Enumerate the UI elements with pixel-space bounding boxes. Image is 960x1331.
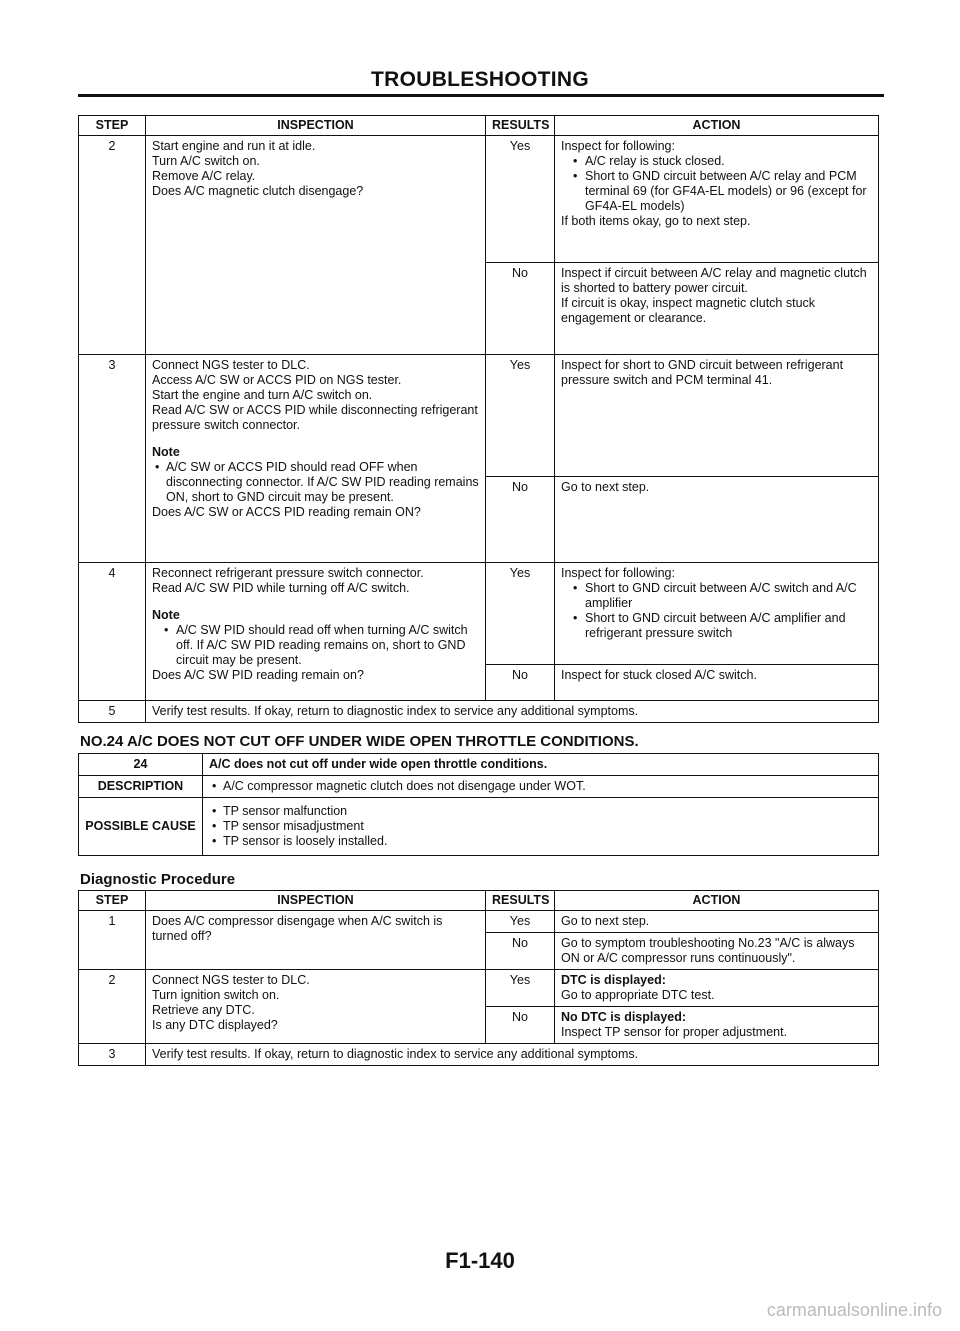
result-no: No: [486, 263, 555, 355]
header-step: STEP: [79, 116, 146, 136]
header-step: STEP: [79, 891, 146, 911]
diagnostic-table: [78, 890, 879, 1066]
step-number: 4: [79, 563, 146, 701]
header-action: ACTION: [555, 891, 879, 911]
table-row: [79, 563, 879, 665]
table-row: [79, 798, 879, 856]
inspection-line: Turn ignition switch on.: [152, 988, 280, 1002]
table-row: [79, 355, 879, 477]
step-number: 1: [79, 911, 146, 970]
header-results: RESULTS: [486, 116, 555, 136]
title-divider: [78, 94, 884, 97]
action-cell: [555, 1007, 879, 1044]
table-row: [79, 754, 879, 776]
cause-bullet: • TP sensor misadjustment: [209, 819, 872, 834]
table-row: [79, 1044, 879, 1066]
inspection-cell: Does A/C compressor disengage when A/C switch is turned off?: [146, 911, 486, 970]
action-cell: [555, 970, 879, 1007]
action-head: DTC is displayed:: [561, 973, 666, 987]
inspection-line: Is any DTC displayed?: [152, 1018, 278, 1032]
action-line: If circuit is okay, inspect magnetic clutch stuck engagement or clearance.: [561, 296, 816, 325]
action-bullet: • Short to GND circuit between A/C switch and A/C amplifier: [561, 581, 872, 611]
step-number: 3: [79, 1044, 146, 1066]
inspection-line: Access A/C SW or ACCS PID on NGS tester.: [152, 373, 402, 387]
inspection-line: Reconnect refrigerant pressure switch connector.: [152, 566, 424, 580]
section-title: NO.24 A/C DOES NOT CUT OFF UNDER WIDE OPEN THROTTLE CONDITIONS.: [80, 733, 639, 750]
watermark: carmanualsonline.info: [766, 1300, 942, 1320]
result-yes: Yes: [486, 136, 555, 263]
cause-bullet: • TP sensor malfunction: [209, 804, 872, 819]
header-action: ACTION: [555, 116, 879, 136]
action-cell: Go to next step.: [555, 477, 879, 563]
inspection-line: Does A/C magnetic clutch disengage?: [152, 184, 364, 198]
result-no: No: [486, 1007, 555, 1044]
action-cell: [555, 563, 879, 665]
action-bullet: • A/C relay is stuck closed.: [561, 154, 872, 169]
note-label: Note: [152, 445, 180, 459]
inspection-line: Turn A/C switch on.: [152, 154, 260, 168]
inspection-line: Start engine and run it at idle.: [152, 139, 316, 153]
header-results: RESULTS: [486, 891, 555, 911]
verify-cell: Verify test results. If okay, return to diagnostic index to service any additional symptoms.: [146, 701, 879, 723]
table-row: [79, 136, 879, 263]
inspection-line: Remove A/C relay.: [152, 169, 256, 183]
inspection-question: Does A/C SW or ACCS PID reading remain ON?: [152, 505, 421, 519]
action-line: Inspect if circuit between A/C relay and magnetic clutch is shorted to battery power circuit.: [561, 266, 867, 295]
symptom-heading: A/C does not cut off under wide open throttle conditions.: [203, 754, 879, 776]
description-label: DESCRIPTION: [79, 776, 203, 798]
cause-cell: [203, 798, 879, 856]
action-head: No DTC is displayed:: [561, 1010, 687, 1024]
troubleshooting-table: [78, 115, 879, 723]
header-inspection: INSPECTION: [146, 891, 486, 911]
table-row: [79, 701, 879, 723]
inspection-cell: [146, 970, 486, 1044]
table-header-row: [79, 891, 879, 911]
cause-label: POSSIBLE CAUSE: [79, 798, 203, 856]
description-bullet: • A/C compressor magnetic clutch does not disengage under WOT.: [209, 779, 872, 794]
action-line: Inspect TP sensor for proper adjustment.: [561, 1025, 788, 1039]
inspection-line: Read A/C SW or ACCS PID while disconnecting refrigerant pressure switch connector.: [152, 403, 478, 432]
action-outro: If both items okay, go to next step.: [561, 214, 751, 228]
step-number: 2: [79, 136, 146, 355]
table-row: [79, 911, 879, 933]
action-intro: Inspect for following:: [561, 139, 675, 153]
step-number: 5: [79, 701, 146, 723]
action-cell: [555, 263, 879, 355]
step-number: 2: [79, 970, 146, 1044]
result-yes: Yes: [486, 563, 555, 665]
action-cell: [555, 136, 879, 263]
inspection-cell: [146, 136, 486, 355]
inspection-line: Connect NGS tester to DLC.: [152, 973, 310, 987]
action-cell: Inspect for stuck closed A/C switch.: [555, 665, 879, 701]
page-number: F1-140: [445, 1248, 515, 1273]
result-no: No: [486, 477, 555, 563]
cause-bullet: • TP sensor is loosely installed.: [209, 834, 872, 849]
result-yes: Yes: [486, 911, 555, 933]
action-bullet: • Short to GND circuit between A/C relay and PCM terminal 69 (for GF4A-EL models) or 96 (except for GF4A-EL models): [561, 169, 872, 214]
inspection-line: Read A/C SW PID while turning off A/C switch.: [152, 581, 410, 595]
table-row: [79, 970, 879, 1007]
note-label: Note: [152, 608, 180, 622]
result-no: No: [486, 665, 555, 701]
diagnostic-procedure-title: Diagnostic Procedure: [80, 871, 236, 888]
page-title: TROUBLESHOOTING: [371, 68, 589, 91]
symptom-number: 24: [79, 754, 203, 776]
header-inspection: INSPECTION: [146, 116, 486, 136]
verify-cell: Verify test results. If okay, return to diagnostic index to service any additional symptoms.: [146, 1044, 879, 1066]
description-cell: [203, 776, 879, 798]
action-line: Go to appropriate DTC test.: [561, 988, 715, 1002]
table-row: [79, 776, 879, 798]
symptom-table: [78, 753, 879, 856]
step-number: 3: [79, 355, 146, 563]
inspection-line: Connect NGS tester to DLC.: [152, 358, 310, 372]
table-header-row: [79, 116, 879, 136]
action-intro: Inspect for following:: [561, 566, 675, 580]
action-cell: Inspect for short to GND circuit between refrigerant pressure switch and PCM terminal 41.: [555, 355, 879, 477]
inspection-line: Start the engine and turn A/C switch on.: [152, 388, 373, 402]
inspection-line: Retrieve any DTC.: [152, 1003, 255, 1017]
action-cell: Go to symptom troubleshooting No.23 "A/C is always ON or A/C compressor runs continuously".: [555, 933, 879, 970]
note-bullet: • A/C SW PID should read off when turning A/C switch off. If A/C SW PID reading remains on, short to GND circuit may be present.: [152, 623, 479, 668]
inspection-question: Does A/C SW PID reading remain on?: [152, 668, 364, 682]
result-no: No: [486, 933, 555, 970]
inspection-cell: [146, 355, 486, 563]
action-cell: Go to next step.: [555, 911, 879, 933]
result-yes: Yes: [486, 970, 555, 1007]
result-yes: Yes: [486, 355, 555, 477]
note-bullet: • A/C SW or ACCS PID should read OFF when disconnecting connector. If A/C SW PID reading remains ON, short to GND circuit may be present.: [152, 460, 479, 505]
action-bullet: • Short to GND circuit between A/C amplifier and refrigerant pressure switch: [561, 611, 872, 641]
inspection-cell: [146, 563, 486, 701]
